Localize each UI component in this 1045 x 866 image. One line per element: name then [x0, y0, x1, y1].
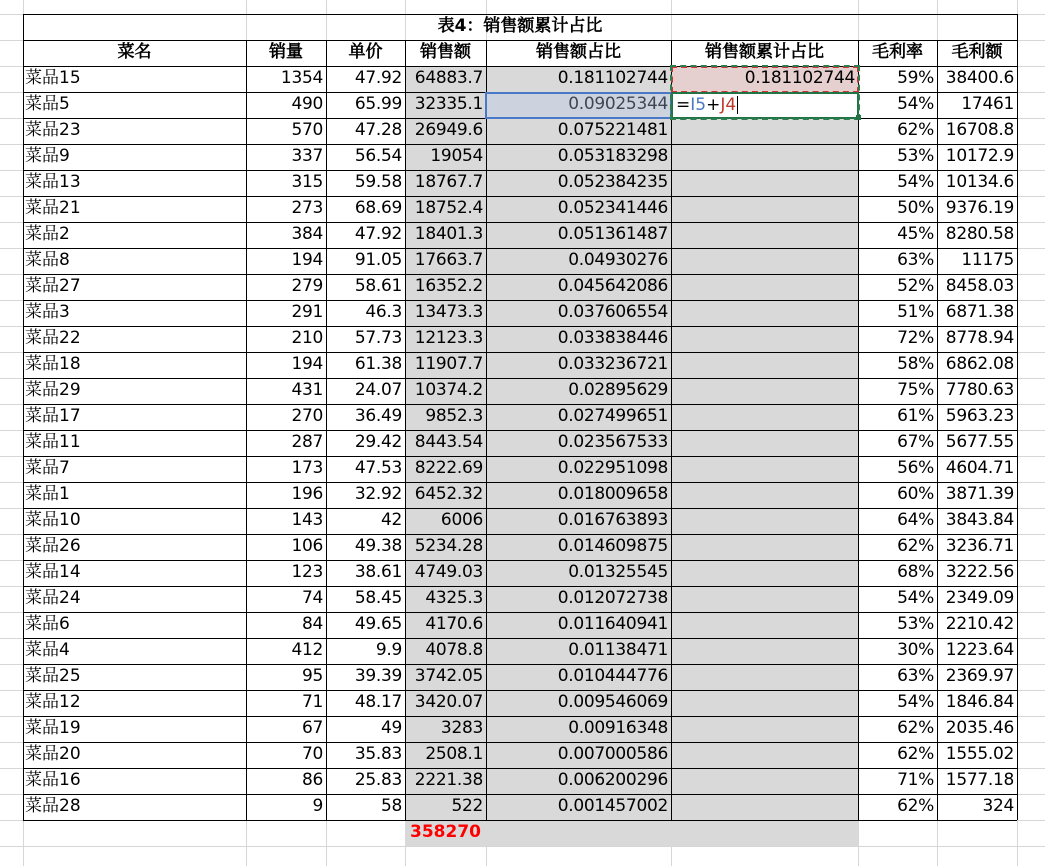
table-border: [23, 196, 1017, 197]
table-cell[interactable]: 17461: [961, 94, 1014, 114]
table-border: [937, 40, 938, 820]
table-border: [23, 690, 1017, 691]
table-cell[interactable]: [671, 690, 858, 716]
table-cell[interactable]: 50%: [897, 198, 934, 218]
table-cell[interactable]: 1223.64: [945, 640, 1014, 660]
table-cell-dish[interactable]: 菜品15: [25, 68, 81, 88]
table-cell[interactable]: 5234.28: [414, 536, 483, 556]
table-cell[interactable]: 62%: [897, 744, 934, 764]
table-cell[interactable]: 273: [291, 198, 323, 218]
header-gross-profit[interactable]: 毛利额: [951, 42, 1003, 62]
table-border: [671, 40, 672, 820]
table-cell[interactable]: 287: [291, 432, 323, 452]
table-cell[interactable]: 6871.38: [945, 302, 1014, 322]
table-cell[interactable]: 54%: [897, 588, 934, 608]
table-cell[interactable]: 0.012072738: [557, 588, 668, 608]
table-cell[interactable]: 196: [291, 484, 323, 504]
table-cell-dish[interactable]: 菜品10: [25, 510, 81, 530]
table-cell[interactable]: 13473.3: [414, 302, 483, 322]
table-cell[interactable]: 29.42: [354, 432, 402, 452]
table-cell-dish[interactable]: 菜品13: [25, 172, 81, 192]
table-border: [23, 326, 1017, 327]
table-cell[interactable]: 0.00916348: [568, 718, 668, 738]
table-border: [486, 40, 487, 820]
active-cell-formula-editor[interactable]: [671, 92, 859, 119]
table-cell[interactable]: 8458.03: [945, 276, 1014, 296]
table-cell[interactable]: 25.83: [354, 770, 402, 790]
table-cell[interactable]: [671, 638, 858, 664]
table-cell[interactable]: 0.027499651: [557, 406, 668, 426]
table-cell[interactable]: 68.69: [354, 198, 402, 218]
table-cell[interactable]: 56%: [897, 458, 934, 478]
table-border: [23, 248, 1017, 249]
table-cell[interactable]: 95: [301, 666, 323, 686]
table-cell[interactable]: 71: [301, 692, 323, 712]
table-cell[interactable]: 63%: [897, 666, 934, 686]
table-cell[interactable]: 10134.6: [945, 172, 1014, 192]
table-cell-dish[interactable]: 菜品26: [25, 536, 81, 556]
table-cell[interactable]: [671, 300, 858, 326]
header-unit-price[interactable]: 单价: [348, 42, 383, 62]
table-cell[interactable]: 0.033236721: [557, 354, 668, 374]
table-cell[interactable]: [671, 534, 858, 560]
table-cell[interactable]: 18401.3: [414, 224, 483, 244]
formula-operator: +: [706, 95, 721, 115]
table-cell[interactable]: 49.65: [354, 614, 402, 634]
table-cell[interactable]: 0.052341446: [557, 198, 668, 218]
table-cell[interactable]: 270: [291, 406, 323, 426]
table-title: 表4：销售额累计占比: [437, 16, 603, 36]
gridline-horizontal: [0, 846, 1045, 847]
table-cell[interactable]: 57.73: [354, 328, 402, 348]
table-cell-dish[interactable]: 菜品14: [25, 562, 81, 582]
table-border: [246, 40, 247, 820]
table-cell[interactable]: 0.001457002: [557, 796, 668, 816]
table-cell[interactable]: 0.007000586: [557, 744, 668, 764]
table-cell[interactable]: 16352.2: [414, 276, 483, 296]
table-cell[interactable]: [671, 586, 858, 612]
table-cell[interactable]: 431: [291, 380, 323, 400]
table-cell[interactable]: 1354: [280, 68, 323, 88]
table-cell[interactable]: 65.99: [354, 94, 402, 114]
table-cell[interactable]: 84: [301, 614, 323, 634]
table-cell[interactable]: 2210.42: [945, 614, 1014, 634]
table-cell[interactable]: 4749.03: [414, 562, 483, 582]
fill-handle[interactable]: [856, 115, 861, 120]
table-cell[interactable]: 324: [982, 796, 1014, 816]
table-cell[interactable]: 0.037606554: [557, 302, 668, 322]
table-cell[interactable]: 48.17: [354, 692, 402, 712]
table-cell[interactable]: 47.92: [354, 68, 402, 88]
header-dish-name[interactable]: 菜名: [117, 42, 152, 62]
table-cell[interactable]: 47.53: [354, 458, 402, 478]
table-cell[interactable]: 3420.07: [414, 692, 483, 712]
table-cell[interactable]: 11175: [961, 250, 1014, 270]
table-cell[interactable]: 36.49: [354, 406, 402, 426]
table-cell-dish[interactable]: 菜品6: [25, 614, 70, 634]
table-cell[interactable]: 52%: [897, 276, 934, 296]
table-border: [23, 794, 1017, 795]
table-cell[interactable]: 12123.3: [414, 328, 483, 348]
table-cell[interactable]: 4604.71: [945, 458, 1014, 478]
table-cell[interactable]: 9852.3: [425, 406, 483, 426]
table-cell[interactable]: 384: [291, 224, 323, 244]
header-quantity[interactable]: 销量: [269, 42, 303, 62]
table-cell[interactable]: 0.052384235: [557, 172, 668, 192]
table-border: [858, 40, 859, 820]
table-cell[interactable]: 4325.3: [425, 588, 483, 608]
table-border: [23, 638, 1017, 639]
table-cell[interactable]: 49: [380, 718, 402, 738]
table-cell[interactable]: [671, 378, 858, 404]
table-cell[interactable]: 59%: [897, 68, 934, 88]
table-cell[interactable]: [671, 222, 858, 248]
table-cell[interactable]: 58%: [897, 354, 934, 374]
table-border: [23, 66, 1017, 67]
table-border: [326, 40, 327, 820]
header-cumulative-ratio[interactable]: 销售额累计占比: [705, 42, 824, 62]
table-cell[interactable]: 0.016763893: [557, 510, 668, 530]
table-cell[interactable]: 54%: [897, 94, 934, 114]
header-gross-margin[interactable]: 毛利率: [872, 42, 923, 62]
table-border: [23, 40, 1017, 41]
table-cell[interactable]: 62%: [897, 718, 934, 738]
table-cell[interactable]: 62%: [897, 536, 934, 556]
table-border: [23, 560, 1017, 561]
table-cell[interactable]: 42: [380, 510, 402, 530]
table-cell[interactable]: 2035.46: [945, 718, 1014, 738]
table-border: [23, 170, 1017, 171]
table-cell[interactable]: 67%: [897, 432, 934, 452]
table-border: [23, 274, 1017, 275]
table-cell[interactable]: 35.83: [354, 744, 402, 764]
text-caret: [737, 96, 738, 114]
table-cell[interactable]: 3742.05: [414, 666, 483, 686]
table-cell[interactable]: 0.181102744: [557, 68, 668, 88]
table-cell[interactable]: 9: [312, 796, 323, 816]
table-cell-dish[interactable]: 菜品4: [25, 640, 70, 660]
table-cell[interactable]: [671, 456, 858, 482]
table-cell[interactable]: 210: [291, 328, 323, 348]
table-cell-dish[interactable]: 菜品3: [25, 302, 70, 322]
table-cell[interactable]: 0.051361487: [557, 224, 668, 244]
table-border: [23, 404, 1017, 405]
table-cell[interactable]: [671, 352, 858, 378]
table-border: [1017, 14, 1018, 820]
table-cell[interactable]: 0.01325545: [568, 562, 668, 582]
table-cell[interactable]: 0.033838446: [557, 328, 668, 348]
table-cell[interactable]: 47.92: [354, 224, 402, 244]
header-sales[interactable]: 销售额: [420, 42, 471, 62]
table-cell[interactable]: 63%: [897, 250, 934, 270]
table-cell[interactable]: 58: [380, 796, 402, 816]
table-cell[interactable]: 45%: [897, 224, 934, 244]
table-cell[interactable]: [671, 274, 858, 300]
table-cell[interactable]: 106: [291, 536, 323, 556]
table-cell-dish[interactable]: 菜品27: [25, 276, 81, 296]
table-cell[interactable]: 49.38: [354, 536, 402, 556]
table-cell[interactable]: 38.61: [354, 562, 402, 582]
table-border: [23, 14, 24, 820]
table-cell[interactable]: 1577.18: [945, 770, 1014, 790]
table-border: [23, 378, 1017, 379]
table-cell[interactable]: 11907.7: [414, 354, 483, 374]
table-cell[interactable]: 8280.58: [945, 224, 1014, 244]
table-cell[interactable]: 72%: [897, 328, 934, 348]
table-cell[interactable]: 46.3: [365, 302, 402, 322]
table-cell[interactable]: [671, 482, 858, 508]
table-cell[interactable]: 2221.38: [414, 770, 483, 790]
table-border: [23, 664, 1017, 665]
table-cell[interactable]: 3236.71: [945, 536, 1014, 556]
table-cell[interactable]: 3871.39: [945, 484, 1014, 504]
table-cell[interactable]: [671, 716, 858, 742]
table-border: [23, 508, 1017, 509]
table-cell[interactable]: 64883.7: [414, 68, 483, 88]
table-cell[interactable]: 16708.8: [945, 120, 1014, 140]
table-cell[interactable]: 6006: [440, 510, 483, 530]
table-cell[interactable]: 8443.54: [414, 432, 483, 452]
table-cell[interactable]: 54%: [897, 172, 934, 192]
table-cell[interactable]: 51%: [897, 302, 934, 322]
table-cell[interactable]: 74: [301, 588, 323, 608]
table-cell[interactable]: 337: [291, 146, 323, 166]
table-cell-dish[interactable]: 菜品5: [25, 94, 70, 114]
table-cell[interactable]: 10172.9: [945, 146, 1014, 166]
table-cell[interactable]: 8222.69: [414, 458, 483, 478]
total-sales-value[interactable]: 358270: [410, 822, 481, 842]
table-cell[interactable]: 0.018009658: [557, 484, 668, 504]
table-cell-dish[interactable]: 菜品28: [25, 796, 81, 816]
table-cell[interactable]: 0.181102744: [744, 68, 855, 88]
table-cell[interactable]: 5677.55: [945, 432, 1014, 452]
table-cell-dish[interactable]: 菜品7: [25, 458, 70, 478]
table-cell[interactable]: 17663.7: [414, 250, 483, 270]
table-cell[interactable]: 3222.56: [945, 562, 1014, 582]
table-cell[interactable]: 62%: [897, 120, 934, 140]
table-cell-dish[interactable]: 菜品24: [25, 588, 81, 608]
table-border: [23, 742, 1017, 743]
table-cell[interactable]: 18752.4: [414, 198, 483, 218]
formula-equals: =: [676, 95, 691, 115]
table-cell[interactable]: [671, 196, 858, 222]
table-cell[interactable]: [671, 664, 858, 690]
table-cell[interactable]: 0.010444776: [557, 666, 668, 686]
table-cell[interactable]: 0.01138471: [568, 640, 668, 660]
table-cell[interactable]: 39.39: [354, 666, 402, 686]
table-border: [405, 40, 406, 820]
table-cell-dish[interactable]: 菜品20: [25, 744, 81, 764]
table-cell[interactable]: 1846.84: [945, 692, 1014, 712]
table-cell[interactable]: 5963.23: [945, 406, 1014, 426]
table-cell[interactable]: 0.02895629: [568, 380, 668, 400]
header-sales-ratio[interactable]: 销售额占比: [536, 42, 621, 62]
table-border: [23, 716, 1017, 717]
table-cell[interactable]: 54%: [897, 692, 934, 712]
table-cell-dish[interactable]: 菜品22: [25, 328, 81, 348]
table-border: [23, 14, 1017, 15]
table-border: [23, 352, 1017, 353]
formula-ref-I5-text: I5: [690, 95, 707, 115]
table-cell[interactable]: 86: [301, 770, 323, 790]
table-cell[interactable]: 61.38: [354, 354, 402, 374]
table-cell[interactable]: 123: [291, 562, 323, 582]
table-cell[interactable]: 4078.8: [425, 640, 483, 660]
table-cell[interactable]: [671, 560, 858, 586]
table-cell[interactable]: [671, 404, 858, 430]
table-cell[interactable]: 53%: [897, 614, 934, 634]
table-cell[interactable]: 18767.7: [414, 172, 483, 192]
table-cell[interactable]: 4170.6: [425, 614, 483, 634]
table-cell[interactable]: [671, 170, 858, 196]
table-cell[interactable]: 10374.2: [414, 380, 483, 400]
table-cell[interactable]: [671, 144, 858, 170]
table-border: [23, 300, 1017, 301]
table-cell[interactable]: 0.022951098: [557, 458, 668, 478]
table-cell[interactable]: 2349.09: [945, 588, 1014, 608]
formula-ref-J4-text: J4: [720, 95, 737, 115]
table-cell[interactable]: 0.006200296: [557, 770, 668, 790]
table-cell[interactable]: 61%: [897, 406, 934, 426]
table-cell[interactable]: 6452.32: [414, 484, 483, 504]
table-border: [23, 820, 1017, 821]
table-cell[interactable]: 62%: [897, 796, 934, 816]
table-cell[interactable]: 0.04930276: [568, 250, 668, 270]
table-cell[interactable]: 2508.1: [425, 744, 483, 764]
table-cell[interactable]: [671, 118, 858, 144]
table-cell[interactable]: [671, 430, 858, 456]
table-border: [23, 586, 1017, 587]
table-cell[interactable]: 26949.6: [414, 120, 483, 140]
table-cell[interactable]: 2369.97: [945, 666, 1014, 686]
table-cell[interactable]: 53%: [897, 146, 934, 166]
table-cell[interactable]: 0.053183298: [557, 146, 668, 166]
table-cell[interactable]: 19054: [430, 146, 483, 166]
table-cell[interactable]: 70: [301, 744, 323, 764]
table-cell[interactable]: 0.045642086: [557, 276, 668, 296]
table-cell[interactable]: 68%: [897, 562, 934, 582]
table-cell[interactable]: 71%: [897, 770, 934, 790]
table-cell[interactable]: 30%: [897, 640, 934, 660]
table-border: [23, 430, 1017, 431]
table-cell[interactable]: 3283: [440, 718, 483, 738]
table-cell[interactable]: 194: [291, 250, 323, 270]
table-cell[interactable]: [671, 794, 858, 820]
table-cell[interactable]: 279: [291, 276, 323, 296]
table-border: [23, 534, 1017, 535]
table-border: [23, 144, 1017, 145]
table-cell[interactable]: 522: [451, 796, 483, 816]
table-cell[interactable]: 67: [301, 718, 323, 738]
table-cell[interactable]: 194: [291, 354, 323, 374]
table-cell[interactable]: 47.28: [354, 120, 402, 140]
table-cell-dish[interactable]: 菜品25: [25, 666, 81, 686]
table-cell[interactable]: 1555.02: [945, 744, 1014, 764]
formula-ref-I5: [485, 92, 672, 119]
table-border: [23, 482, 1017, 483]
table-border: [23, 612, 1017, 613]
table-cell[interactable]: 56.54: [354, 146, 402, 166]
table-cell-dish[interactable]: 菜品16: [25, 770, 81, 790]
table-cell[interactable]: 0.011640941: [557, 614, 668, 634]
table-cell[interactable]: [671, 508, 858, 534]
table-cell[interactable]: 0.075221481: [557, 120, 668, 140]
table-cell[interactable]: 490: [291, 94, 323, 114]
table-cell[interactable]: 59.58: [354, 172, 402, 192]
table-cell[interactable]: 91.05: [354, 250, 402, 270]
table-border: [23, 768, 1017, 769]
table-border: [23, 222, 1017, 223]
table-cell[interactable]: 291: [291, 302, 323, 322]
table-cell[interactable]: 8778.94: [945, 328, 1014, 348]
table-cell[interactable]: 315: [291, 172, 323, 192]
table-cell[interactable]: 58.45: [354, 588, 402, 608]
table-cell[interactable]: 32.92: [354, 484, 402, 504]
table-cell[interactable]: 173: [291, 458, 323, 478]
table-cell-dish[interactable]: 菜品17: [25, 406, 81, 426]
table-cell[interactable]: 0.023567533: [557, 432, 668, 452]
table-cell[interactable]: 7780.63: [945, 380, 1014, 400]
table-cell[interactable]: 0.09025344: [568, 94, 668, 114]
table-cell-dish[interactable]: 菜品12: [25, 692, 81, 712]
table-cell[interactable]: 143: [291, 510, 323, 530]
table-cell[interactable]: 570: [291, 120, 323, 140]
table-cell[interactable]: 9376.19: [945, 198, 1014, 218]
table-cell[interactable]: 3843.84: [945, 510, 1014, 530]
table-cell-dish[interactable]: 菜品9: [25, 146, 70, 166]
table-cell[interactable]: 24.07: [354, 380, 402, 400]
table-cell-dish[interactable]: 菜品18: [25, 354, 81, 374]
table-cell[interactable]: [671, 248, 858, 274]
table-cell[interactable]: 0.014609875: [557, 536, 668, 556]
table-cell-dish[interactable]: 菜品21: [25, 198, 81, 218]
table-cell[interactable]: 6862.08: [945, 354, 1014, 374]
table-cell[interactable]: 60%: [897, 484, 934, 504]
table-cell[interactable]: 58.61: [354, 276, 402, 296]
table-cell[interactable]: 75%: [897, 380, 934, 400]
table-border: [23, 456, 1017, 457]
table-cell[interactable]: 9.9: [375, 640, 402, 660]
table-cell-dish[interactable]: 菜品29: [25, 380, 81, 400]
table-cell[interactable]: 32335.1: [414, 94, 483, 114]
table-cell[interactable]: [671, 742, 858, 768]
table-cell-dish[interactable]: 菜品19: [25, 718, 81, 738]
table-cell[interactable]: 38400.6: [945, 68, 1014, 88]
table-cell[interactable]: [671, 612, 858, 638]
table-cell[interactable]: [671, 326, 858, 352]
table-cell[interactable]: 64%: [897, 510, 934, 530]
table-cell-dish[interactable]: 菜品1: [25, 484, 70, 504]
table-cell[interactable]: [671, 768, 858, 794]
table-cell[interactable]: 412: [291, 640, 323, 660]
table-cell-dish[interactable]: 菜品23: [25, 120, 81, 140]
table-cell-dish[interactable]: 菜品2: [25, 224, 70, 244]
table-cell[interactable]: 0.009546069: [557, 692, 668, 712]
table-cell-dish[interactable]: 菜品11: [25, 432, 81, 452]
table-cell-dish[interactable]: 菜品8: [25, 250, 70, 270]
